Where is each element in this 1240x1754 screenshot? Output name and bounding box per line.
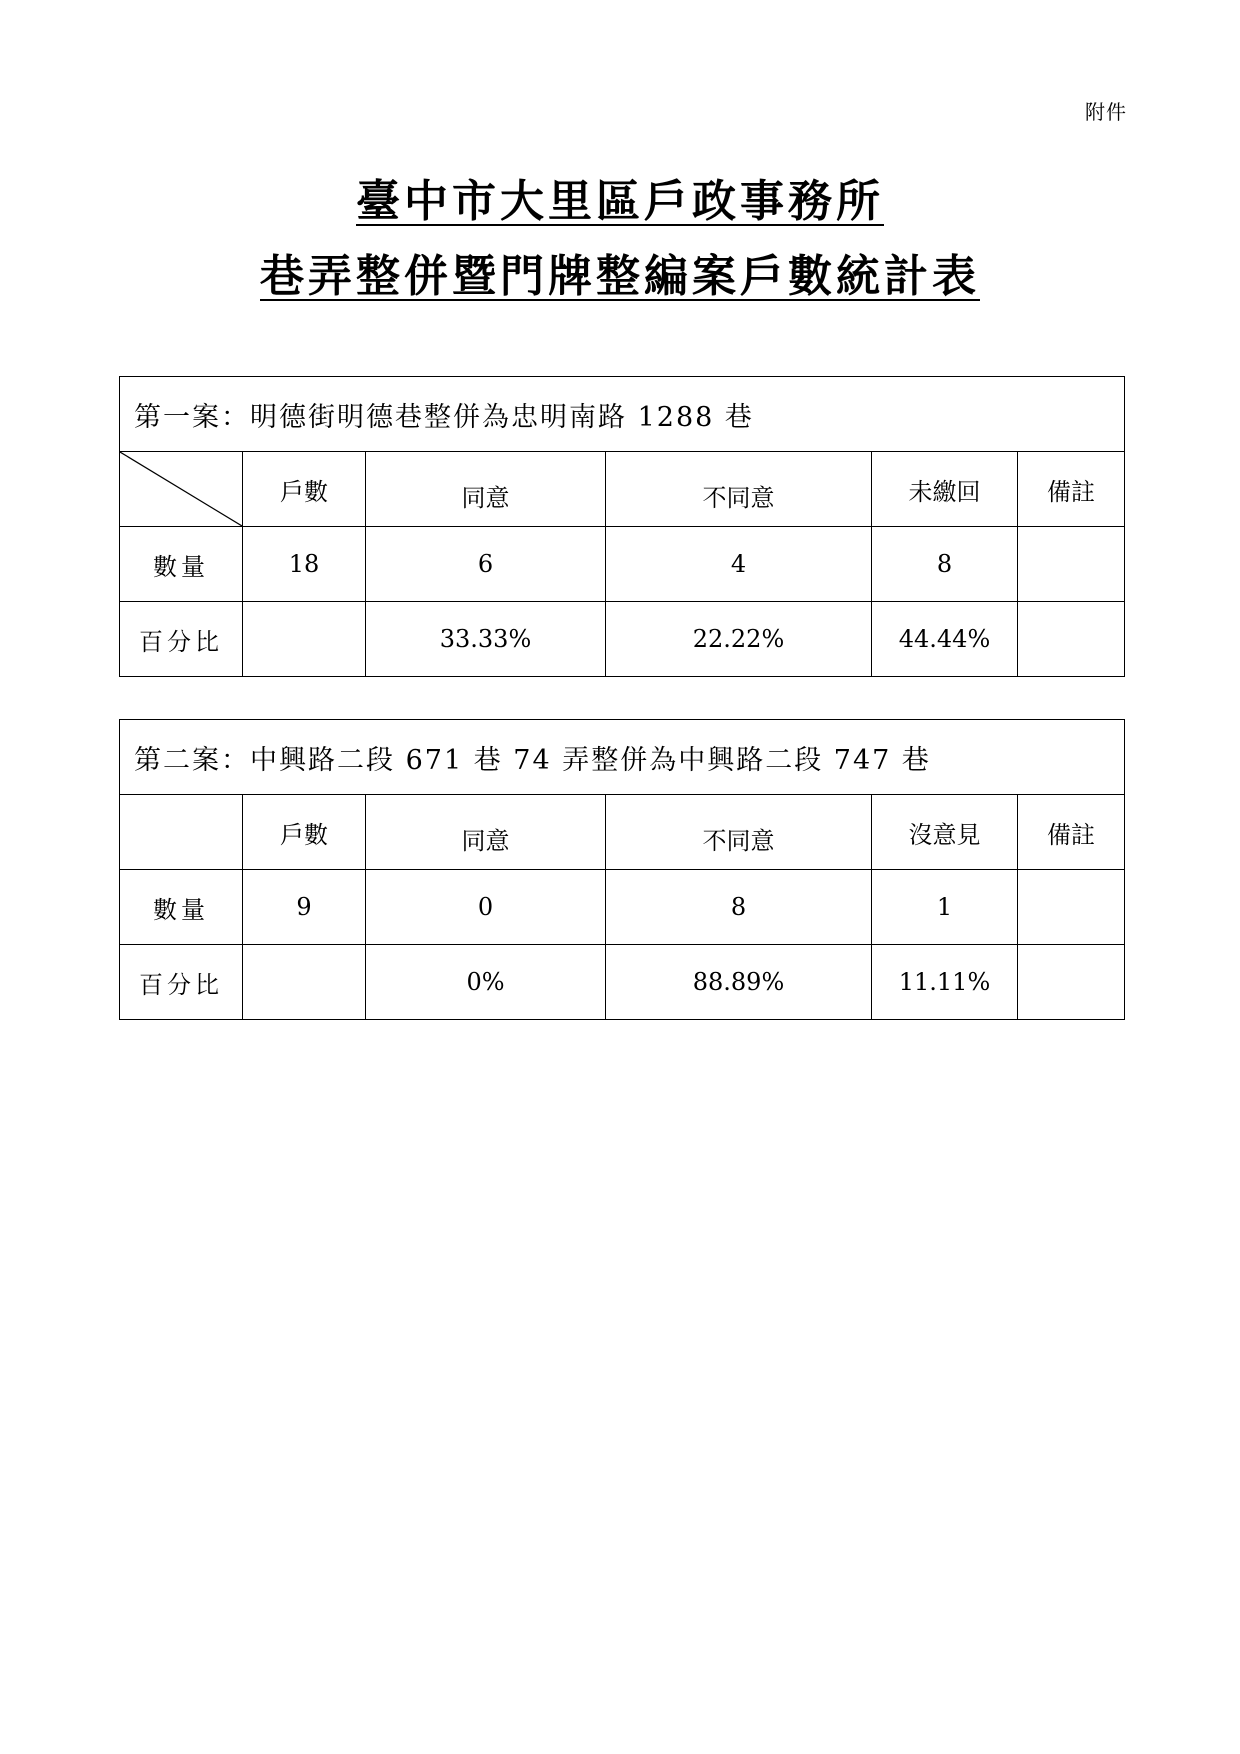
- case1-percent-remarks: [1018, 602, 1125, 677]
- case2-percent-households: [243, 945, 366, 1020]
- case2-percent-label: 百分比: [120, 945, 243, 1020]
- case2-count-households: 9: [243, 870, 366, 945]
- case1-header-agree: 同意: [366, 452, 606, 527]
- case1-table: [119, 376, 1125, 677]
- case1-count-households: 18: [243, 527, 366, 602]
- case1-header-remarks: 備註: [1018, 452, 1125, 527]
- attachment-label: 附件: [1085, 100, 1127, 124]
- case1-percent-agree: 33.33%: [366, 602, 606, 677]
- case2-percent-row: [120, 945, 1125, 1020]
- case1-count-not-returned: 8: [872, 527, 1018, 602]
- case2-count-no-opinion: 1: [872, 870, 1018, 945]
- case1-percent-disagree: 22.22%: [606, 602, 872, 677]
- case2-table: [119, 719, 1125, 1020]
- case1-header-disagree: 不同意: [606, 452, 872, 527]
- case2-count-agree: 0: [366, 870, 606, 945]
- case1-percent-not-returned: 44.44%: [872, 602, 1018, 677]
- case2-percent-no-opinion: 11.11%: [872, 945, 1018, 1020]
- case1-count-row: [120, 527, 1125, 602]
- case2-header-agree: 同意: [366, 795, 606, 870]
- diagonal-line: [120, 452, 242, 526]
- case1-count-disagree: 4: [606, 527, 872, 602]
- case1-percent-label: 百分比: [120, 602, 243, 677]
- case2-count-disagree: 8: [606, 870, 872, 945]
- case1-caption: 第一案：明德街明德巷整併為忠明南路 1288 巷: [120, 377, 1125, 452]
- case2-header-row: [120, 795, 1125, 870]
- case1-header-not-returned: 未繳回: [872, 452, 1018, 527]
- case2-percent-remarks: [1018, 945, 1125, 1020]
- case1-count-agree: 6: [366, 527, 606, 602]
- page-title-line1: [0, 165, 1240, 229]
- case2-corner-cell: [120, 795, 243, 870]
- case2-percent-agree: 0%: [366, 945, 606, 1020]
- case2-header-disagree: 不同意: [606, 795, 872, 870]
- case2-count-remarks: [1018, 870, 1125, 945]
- case2-caption: 第二案：中興路二段 671 巷 74 弄整併為中興路二段 747 巷: [120, 720, 1125, 795]
- case2-percent-disagree: 88.89%: [606, 945, 872, 1020]
- case1-percent-households: [243, 602, 366, 677]
- page-title-line1-text: 臺中市大里區戶政事務所: [356, 176, 884, 227]
- case2-header-remarks: 備註: [1018, 795, 1125, 870]
- case2-header-no-opinion: 沒意見: [872, 795, 1018, 870]
- case1-count-label: 數量: [120, 527, 243, 602]
- case1-corner-cell: [120, 452, 243, 527]
- case1-percent-row: [120, 602, 1125, 677]
- page-title-line2: [0, 240, 1240, 304]
- case1-caption-row: [120, 377, 1125, 452]
- case2-count-row: [120, 870, 1125, 945]
- case1-count-remarks: [1018, 527, 1125, 602]
- case1-header-row: [120, 452, 1125, 527]
- case2-caption-row: [120, 720, 1125, 795]
- case1-header-households: 戶數: [243, 452, 366, 527]
- page-title-line2-text: 巷弄整併暨門牌整編案戶數統計表: [260, 251, 980, 302]
- case2-header-households: 戶數: [243, 795, 366, 870]
- case2-count-label: 數量: [120, 870, 243, 945]
